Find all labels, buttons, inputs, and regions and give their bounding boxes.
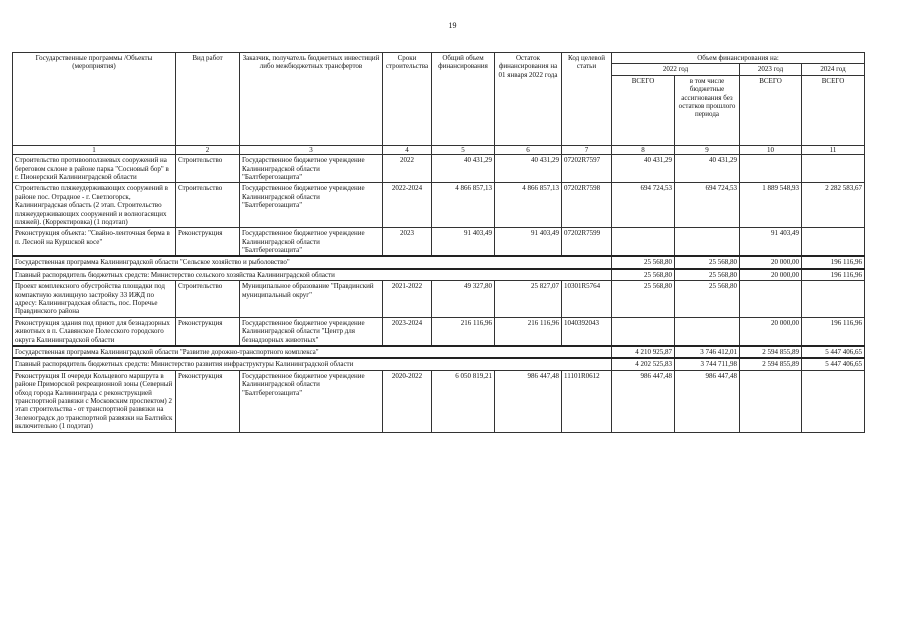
object-cell: Проект комплексного обустройства площадки под компактную жилищную застройку 33 ИЖД по адресу: Калининградская область, пос. Поречье Правдинского района	[13, 281, 176, 318]
v2022-cell: 694 724,53	[612, 183, 675, 228]
col-num: 10	[740, 145, 802, 154]
program-v2024: 196 116,96	[802, 256, 865, 268]
header-year-2022: 2022 год	[612, 64, 740, 75]
work-cell: Реконструкция	[176, 317, 240, 346]
terms-cell: 2023	[383, 228, 432, 257]
code-cell: 07202R7599	[562, 228, 612, 257]
remainder-cell: 986 447,48	[495, 370, 562, 432]
page-number: 19	[448, 21, 457, 30]
col-num: 8	[612, 145, 675, 154]
total-cell: 4 866 857,13	[432, 183, 495, 228]
code-cell: 07202R7597	[562, 155, 612, 183]
v2024-cell	[802, 155, 865, 183]
customer-cell: Муниципальное образование "Правдинский муниципальный округ"	[240, 281, 383, 318]
col-num: 9	[675, 145, 740, 154]
object-cell: Строительство пляжеудерживающих сооружений в районе пос. Отрадное - г. Светлогорск, Калининградская область (2 этап. Строительство пляжеудерживающих сооружений и волногасящих пляжей). (Корректировка) (1 подэтап)	[13, 183, 176, 228]
header-code: Код целевой статьи	[562, 53, 612, 146]
v2023-cell	[740, 155, 802, 183]
table-row	[13, 183, 865, 228]
total-cell: 216 116,96	[432, 317, 495, 346]
terms-cell: 2021-2022	[383, 281, 432, 318]
header-year-2024: 2024 год	[802, 64, 865, 75]
customer-cell: Государственное бюджетное учреждение Калининградской области "Балтберегозащита"	[240, 155, 383, 183]
program-label: Государственная программа Калининградской области "Сельское хозяйство и рыболовство"	[13, 256, 612, 268]
table-row	[13, 370, 865, 432]
manager-v2023: 20 000,00	[740, 269, 802, 281]
v2024-cell: 196 116,96	[802, 317, 865, 346]
work-cell: Реконструкция	[176, 228, 240, 257]
table-row	[13, 155, 865, 183]
program-v2023: 20 000,00	[740, 256, 802, 268]
manager-label: Главный распорядитель бюджетных средств: Министерство развития инфраструктуры Калининградской области	[13, 358, 612, 370]
v2022-cell	[612, 228, 675, 257]
col-num: 5	[432, 145, 495, 154]
v2022-cell	[612, 317, 675, 346]
v2022b-cell: 694 724,53	[675, 183, 740, 228]
total-cell: 6 050 819,21	[432, 370, 495, 432]
header-row-1	[13, 53, 865, 64]
v2023-cell: 20 000,00	[740, 317, 802, 346]
header-funding: Объем финансирования на:	[612, 53, 865, 64]
program-total-row	[13, 256, 865, 268]
manager-row	[13, 269, 865, 281]
terms-cell: 2022	[383, 155, 432, 183]
object-cell: Строительство противооползневых сооружений на береговом склоне в районе парка "Сосновый бор" в г. Пионерский Калининградской области	[13, 155, 176, 183]
v2024-cell	[802, 370, 865, 432]
v2024-cell	[802, 281, 865, 318]
program-v2022: 4 210 925,87	[612, 346, 675, 358]
v2022b-cell	[675, 317, 740, 346]
manager-row	[13, 358, 865, 370]
remainder-cell: 91 403,49	[495, 228, 562, 257]
program-v2022: 25 568,80	[612, 256, 675, 268]
col-num: 1	[13, 145, 176, 154]
v2023-cell: 1 889 548,93	[740, 183, 802, 228]
manager-label: Главный распорядитель бюджетных средств: Министерство сельского хозяйства Калининградской области	[13, 269, 612, 281]
work-cell: Реконструкция	[176, 370, 240, 432]
customer-cell: Государственное бюджетное учреждение Калининградской области "Центр для безнадзорных животных"	[240, 317, 383, 346]
terms-cell: 2023-2024	[383, 317, 432, 346]
col-num: 11	[802, 145, 865, 154]
work-cell: Строительство	[176, 155, 240, 183]
col-num: 6	[495, 145, 562, 154]
v2024-cell: 2 282 583,67	[802, 183, 865, 228]
total-cell: 49 327,80	[432, 281, 495, 318]
work-cell: Строительство	[176, 183, 240, 228]
v2022b-cell: 40 431,29	[675, 155, 740, 183]
v2022b-cell: 986 447,48	[675, 370, 740, 432]
manager-v2022: 25 568,80	[612, 269, 675, 281]
column-number-row	[13, 145, 865, 154]
col-num: 3	[240, 145, 383, 154]
code-cell: 11101R0612	[562, 370, 612, 432]
remainder-cell: 216 116,96	[495, 317, 562, 346]
code-cell: 10301R5764	[562, 281, 612, 318]
col-num: 7	[562, 145, 612, 154]
remainder-cell: 25 827,07	[495, 281, 562, 318]
header-all-2022: ВСЕГО	[612, 75, 675, 145]
work-cell: Строительство	[176, 281, 240, 318]
program-v2023: 2 594 855,89	[740, 346, 802, 358]
table-row	[13, 228, 865, 257]
manager-v2022b: 25 568,80	[675, 269, 740, 281]
v2022b-cell	[675, 228, 740, 257]
remainder-cell: 40 431,29	[495, 155, 562, 183]
program-total-row	[13, 346, 865, 358]
customer-cell: Государственное бюджетное учреждение Калининградской области "Балтберегозащита"	[240, 370, 383, 432]
header-total: Общий объем финансирования	[432, 53, 495, 146]
table-row	[13, 317, 865, 346]
terms-cell: 2020-2022	[383, 370, 432, 432]
header-customer: Заказчик, получатель бюджетных инвестиций либо межбюджетных трансфертов	[240, 53, 383, 146]
table-row	[13, 281, 865, 318]
object-cell: Реконструкция II очереди Кольцевого маршрута в районе Приморской рекреационной зоны (Северный обход города Калининграда с реконструкцией транспортной развязки с Московским проспектом) 2 этап строительства - от транспортной развязки на Зеленоградск до транспортной развязки на Балтийск включительно (1 подэтап)	[13, 370, 176, 432]
manager-v2023: 2 594 855,89	[740, 358, 802, 370]
header-all-2024: ВСЕГО	[802, 75, 865, 145]
manager-v2022: 4 202 525,83	[612, 358, 675, 370]
v2022-cell: 986 447,48	[612, 370, 675, 432]
col-num: 4	[383, 145, 432, 154]
header-incl-2022: в том числе бюджетные ассигнования без остатков прошлого периода	[675, 75, 740, 145]
header-remainder: Остаток финансирования на 01 января 2022 года	[495, 53, 562, 146]
object-cell: Реконструкция объекта: "Свайно-ленточная берма в п. Лесной на Куршской косе"	[13, 228, 176, 257]
customer-cell: Государственное бюджетное учреждение Калининградской области "Балтберегозащита"	[240, 228, 383, 257]
header-all-2023: ВСЕГО	[740, 75, 802, 145]
manager-v2024: 5 447 406,65	[802, 358, 865, 370]
v2022b-cell: 25 568,80	[675, 281, 740, 318]
total-cell: 40 431,29	[432, 155, 495, 183]
total-cell: 91 403,49	[432, 228, 495, 257]
financing-table	[12, 52, 865, 433]
customer-cell: Государственное бюджетное учреждение Калининградской области "Балтберегозащита"	[240, 183, 383, 228]
v2023-cell	[740, 370, 802, 432]
remainder-cell: 4 866 857,13	[495, 183, 562, 228]
header-object: Государственные программы /Объекты (мероприятия)	[13, 53, 176, 146]
v2023-cell	[740, 281, 802, 318]
v2022-cell: 40 431,29	[612, 155, 675, 183]
code-cell: 07202R7598	[562, 183, 612, 228]
header-work: Вид работ	[176, 53, 240, 146]
program-v2024: 5 447 406,65	[802, 346, 865, 358]
v2022-cell: 25 568,80	[612, 281, 675, 318]
v2024-cell	[802, 228, 865, 257]
v2023-cell: 91 403,49	[740, 228, 802, 257]
program-v2022b: 3 746 412,01	[675, 346, 740, 358]
col-num: 2	[176, 145, 240, 154]
object-cell: Реконструкция здания под приют для безнадзорных животных в п. Славянское Полесского городского округа Калининградской области	[13, 317, 176, 346]
header-terms: Сроки строительства	[383, 53, 432, 146]
manager-v2024: 196 116,96	[802, 269, 865, 281]
code-cell: 1040392043	[562, 317, 612, 346]
program-v2022b: 25 568,80	[675, 256, 740, 268]
manager-v2022b: 3 744 711,98	[675, 358, 740, 370]
terms-cell: 2022-2024	[383, 183, 432, 228]
header-year-2023: 2023 год	[740, 64, 802, 75]
program-label: Государственная программа Калининградской области "Развитие дорожно-транспортного комплекса"	[13, 346, 612, 358]
